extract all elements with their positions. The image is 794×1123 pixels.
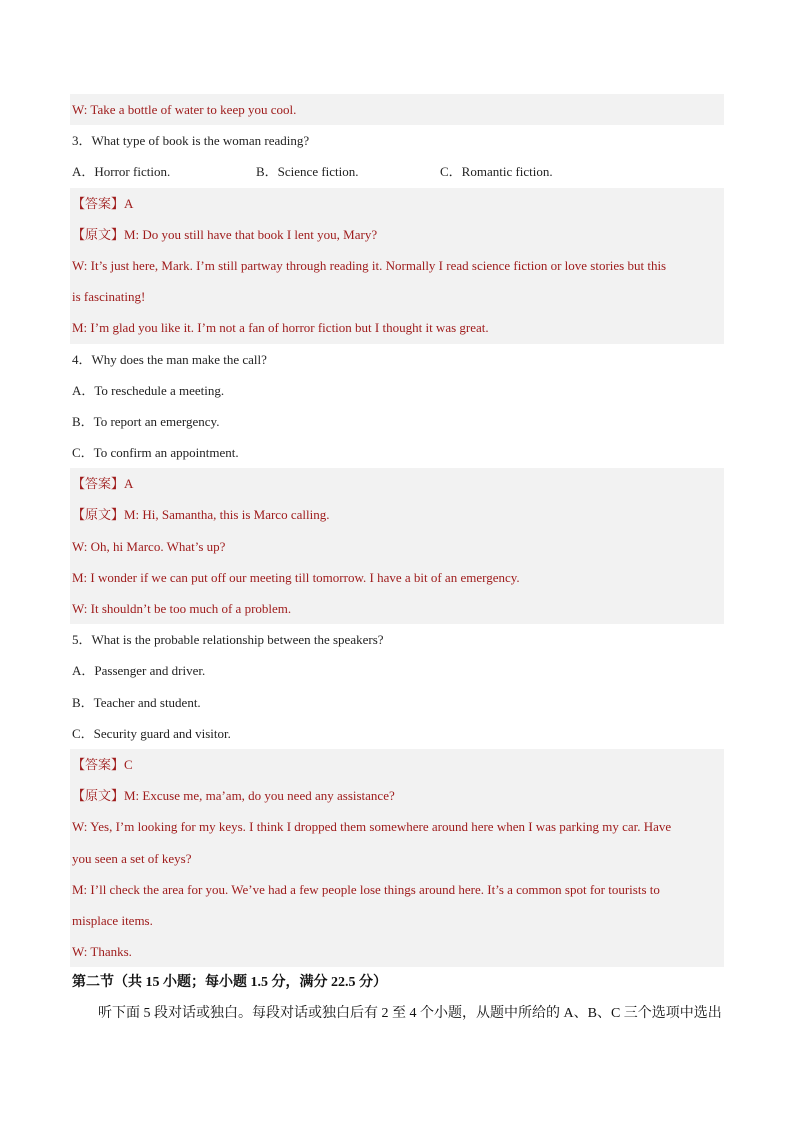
q3-answer: 【答案】A: [70, 188, 724, 219]
q4-option-a: A．To reschedule a meeting.: [72, 382, 225, 398]
q5-script-line: misplace items.: [70, 905, 724, 936]
q5-option-a: A．Passenger and driver.: [72, 663, 206, 679]
q3-script-line: 【原文】M: Do you still have that book I lent you, Mary?: [70, 219, 724, 250]
q3-script-line: M: I’m glad you like it. I’m not a fan of horror fiction but I thought it was great.: [70, 312, 724, 343]
q5-option-b: B．Teacher and student.: [72, 694, 201, 710]
q5-script-line: W: Thanks.: [70, 936, 724, 967]
q4-script-line: W: Oh, hi Marco. What’s up?: [70, 531, 724, 562]
q5-question: 5．What is the probable relationship between the speakers?: [72, 632, 384, 648]
q3-script-line: W: It’s just here, Mark. I’m still partway through reading it. Normally I read science fiction or love stories but this: [70, 250, 724, 281]
section-heading: 第二节（共 15 小题；每小题 1.5 分，满分 22.5 分）: [72, 975, 387, 991]
q5-answer: 【答案】C: [70, 749, 724, 780]
q4-answer: 【答案】A: [70, 468, 724, 499]
q5-script-line: you seen a set of keys?: [70, 843, 724, 874]
q5-script-line: W: Yes, I’m looking for my keys. I think I dropped them somewhere around here when I was parking my car. Have: [70, 811, 724, 842]
q4-option-b: B．To report an emergency.: [72, 413, 220, 429]
q4-script-line: M: I wonder if we can put off our meeting till tomorrow. I have a bit of an emergency.: [70, 562, 724, 593]
q4-script-line: 【原文】M: Hi, Samantha, this is Marco calling.: [70, 499, 724, 530]
q4-question: 4．Why does the man make the call?: [72, 351, 267, 367]
q3-question: 3．What type of book is the woman reading?: [72, 133, 310, 149]
q3-script-line: is fascinating!: [70, 281, 724, 312]
q3-option-b: B．Science fiction.: [256, 164, 359, 180]
q5-script-line: M: I’ll check the area for you. We’ve had a few people lose things around here. It’s a common spot for tourists to: [70, 874, 724, 905]
q4-option-c: C．To confirm an appointment.: [72, 445, 239, 461]
q5-script-line: 【原文】M: Excuse me, ma’am, do you need any assistance?: [70, 780, 724, 811]
document-page: [70, 94, 724, 1029]
q5-option-c: C．Security guard and visitor.: [72, 725, 231, 741]
section-intro: 听下面 5 段对话或独白。每段对话或独白后有 2 至 4 个小题，从题中所给的 A、B、C 三个选项中选出: [98, 1006, 722, 1022]
q2-script-line: W: Take a bottle of water to keep you cool.: [70, 94, 724, 125]
q3-options: [70, 156, 724, 187]
q3-option-a: A．Horror fiction.: [72, 164, 171, 180]
q3-option-c: C．Romantic fiction.: [440, 164, 553, 180]
q4-script-line: W: It shouldn’t be too much of a problem.: [70, 593, 724, 624]
